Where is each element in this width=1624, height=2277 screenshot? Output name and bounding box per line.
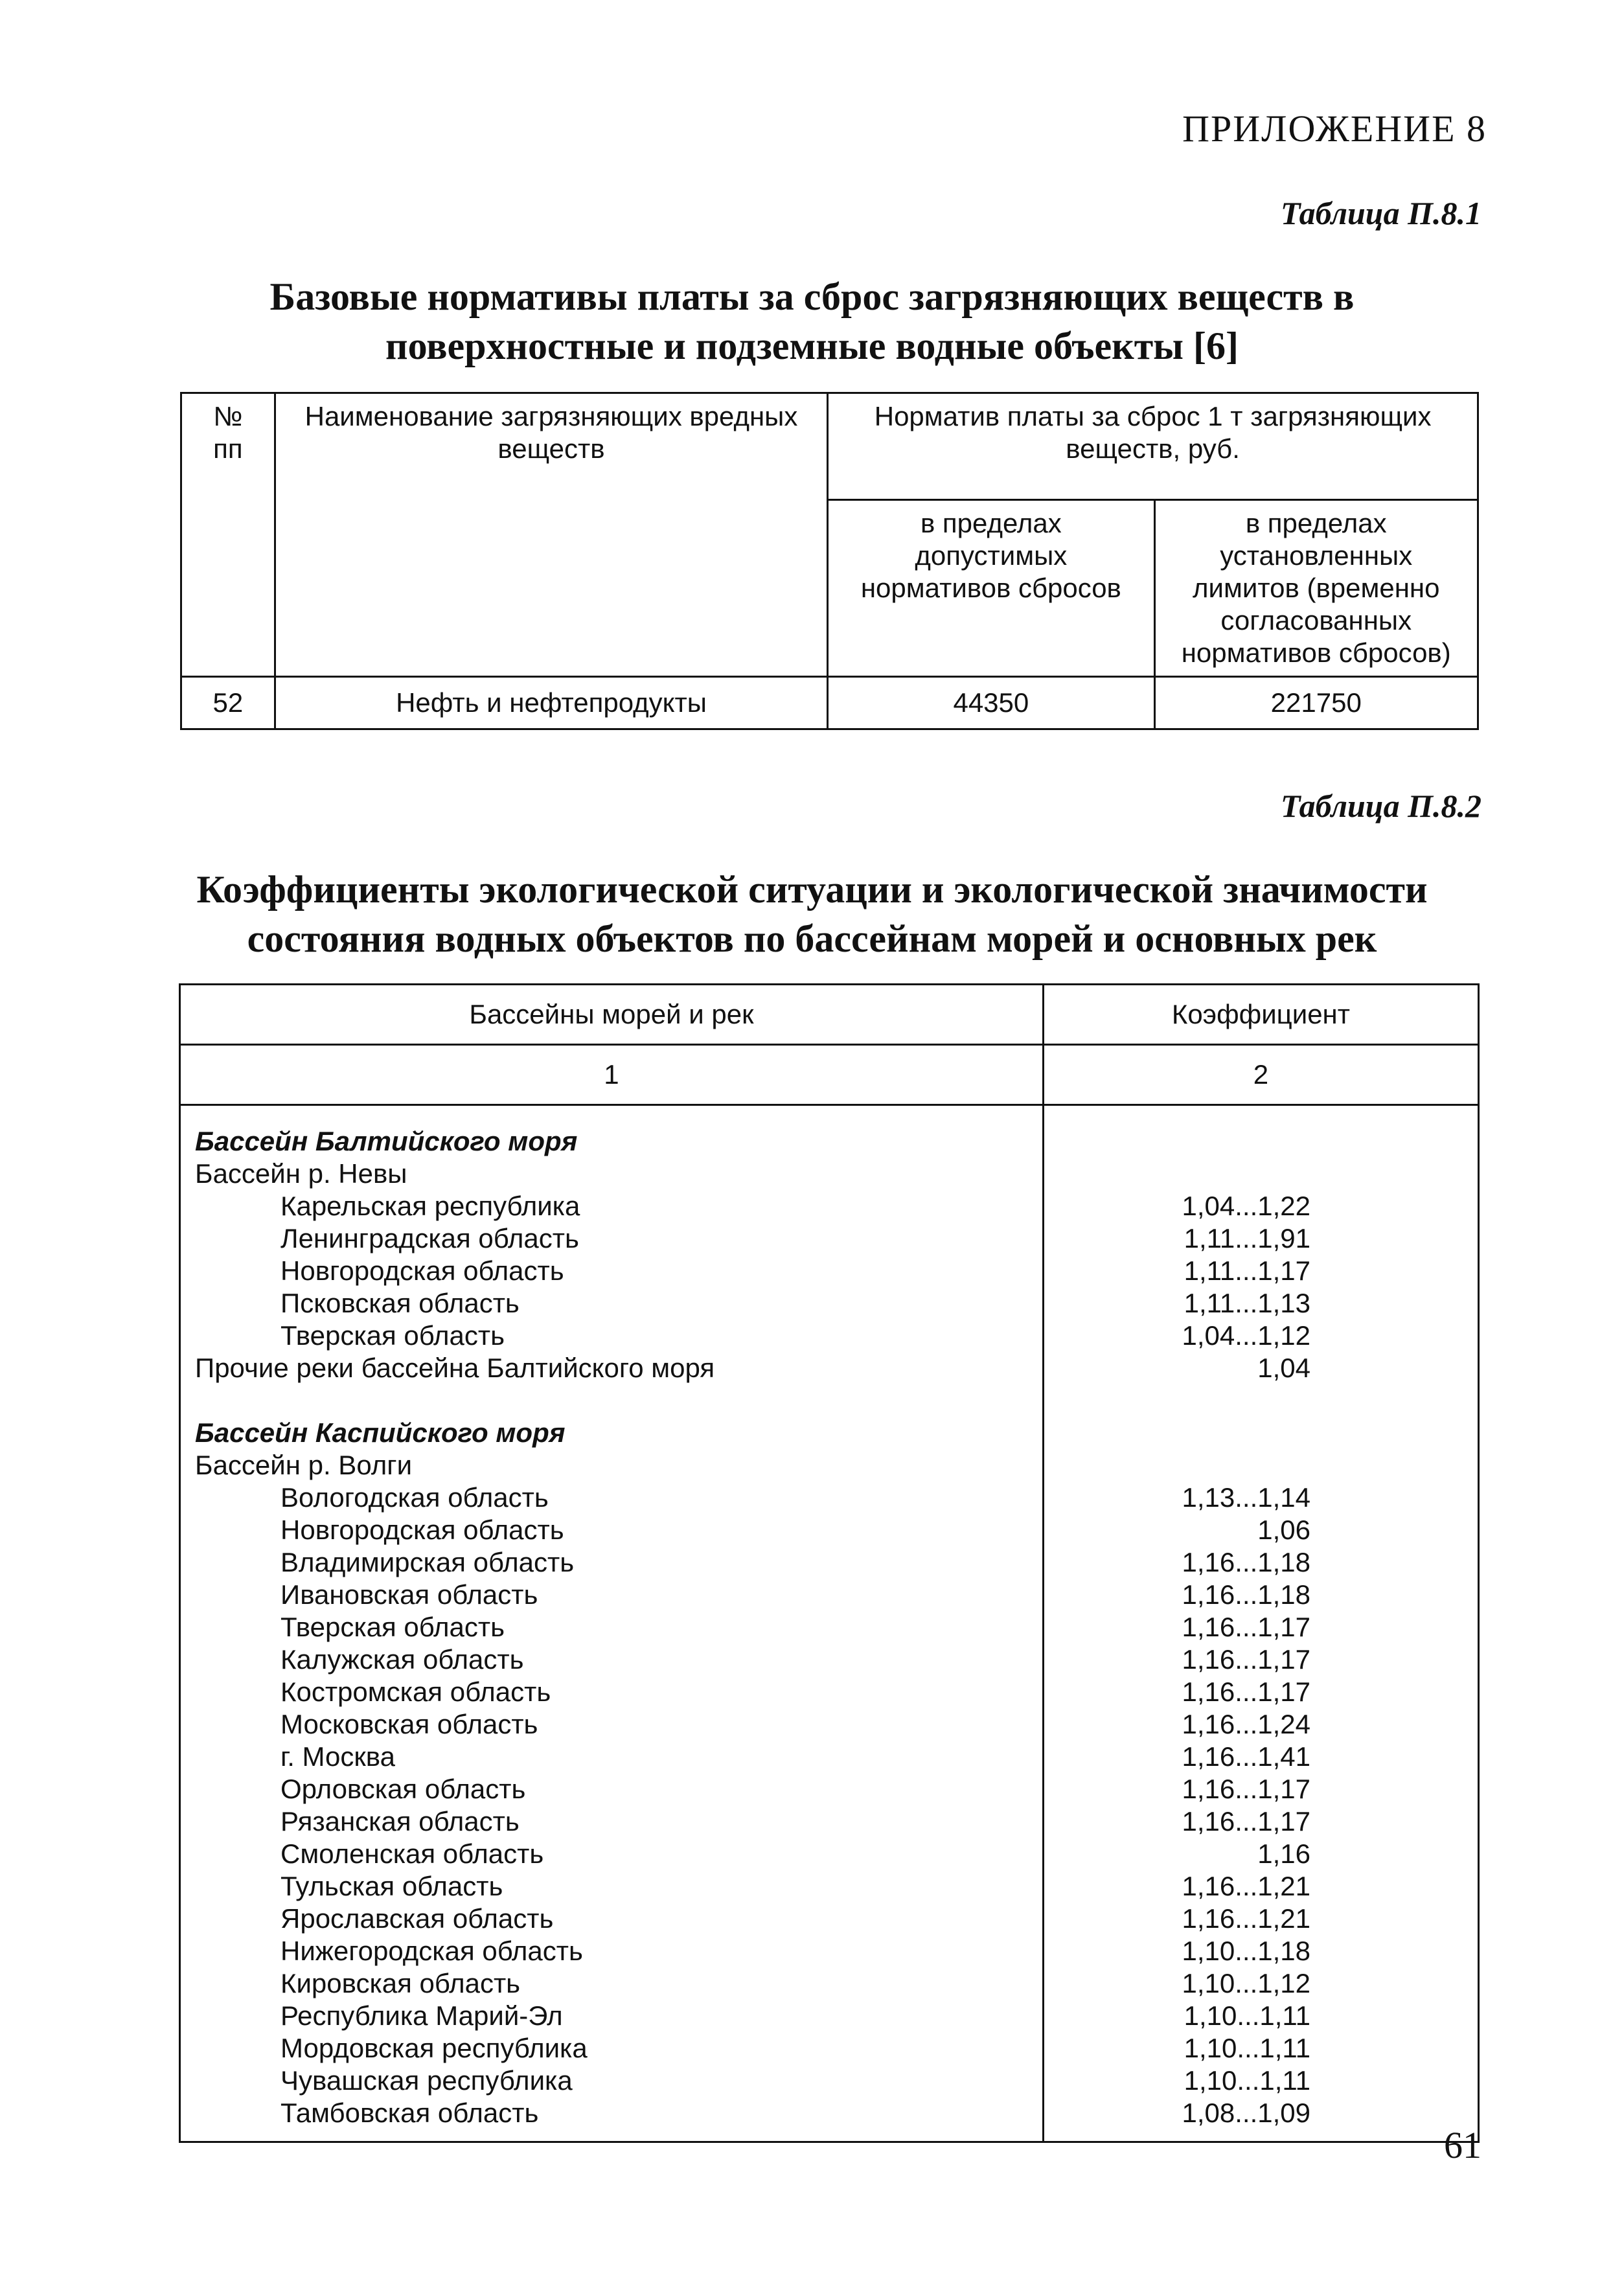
header-text: веществ, руб. [1066, 433, 1240, 464]
coefficient-value: 1,16...1,17 [1182, 1774, 1310, 1804]
region-name: Калужская область [280, 1644, 524, 1675]
header-text: согласованных [1220, 605, 1412, 635]
row-limits-value: 221750 [1154, 677, 1478, 729]
coefficient-value: 1,04 [1257, 1353, 1310, 1383]
header-text: допустимых [915, 540, 1068, 571]
river-name: Бассейн р. Волги [195, 1450, 413, 1480]
region-name: Тверская область [280, 1612, 505, 1642]
spacer [195, 1384, 1042, 1417]
region-name: Тульская область [280, 1871, 503, 1901]
coefficient-value: 1,16 [1257, 1838, 1310, 1869]
region-name: Владимирская область [280, 1547, 575, 1577]
header-text: Норматив платы за сброс 1 т загрязняющих [874, 401, 1432, 431]
region-name: Ленинградская область [280, 1223, 579, 1253]
table1-title [136, 272, 1488, 371]
coefficient-value: 1,04...1,22 [1182, 1191, 1310, 1221]
coefficient-value: 1,16...1,17 [1182, 1612, 1310, 1642]
header-text: веществ [497, 433, 605, 464]
coefficient-value: 1,10...1,11 [1184, 2000, 1310, 2031]
coefficient-value: 1,10...1,12 [1182, 1968, 1310, 1998]
coefficient-value: 1,16...1,18 [1182, 1547, 1310, 1577]
header-text: нормативов сбросов [860, 573, 1121, 603]
region-name: Ярославская область [280, 1903, 554, 1934]
table1-label: Таблица П.8.1 [1280, 195, 1481, 231]
region-name: Костромская область [280, 1676, 551, 1707]
table2-header-coefficient: Коэффициент [1043, 985, 1478, 1045]
region-name: Нижегородская область [280, 1936, 583, 1966]
coefficient-value [1044, 1125, 1478, 1158]
header-text: в пределах [920, 508, 1062, 538]
spacer [1044, 1384, 1478, 1417]
table2-header-basins: Бассейны морей и рек [180, 985, 1044, 1045]
region-name: Псковская область [280, 1288, 520, 1318]
region-name: Смоленская область [280, 1838, 544, 1869]
river-name: Прочие реки бассейна Балтийского моря [195, 1353, 715, 1383]
header-text: установленных [1220, 540, 1413, 571]
region-name: Тверская область [280, 1320, 505, 1351]
coefficient-value: 1,13...1,14 [1182, 1482, 1310, 1513]
table2-title-line: состояния водных объектов по бассейнам морей и основных рек [247, 917, 1377, 960]
coefficient-value [1044, 1417, 1478, 1449]
coefficient-value [1044, 1449, 1478, 1482]
table2-index-col2: 2 [1043, 1045, 1478, 1105]
region-name: Тамбовская область [280, 2098, 539, 2128]
table2 [179, 983, 1480, 2143]
header-text: пп [213, 433, 243, 464]
coefficient-value: 1,16...1,21 [1182, 1903, 1310, 1934]
basin-heading: Бассейн Балтийского моря [195, 1126, 578, 1156]
coefficient-value: 1,11...1,17 [1184, 1255, 1310, 1286]
region-name: Московская область [280, 1709, 538, 1739]
region-name: Карельская республика [280, 1191, 580, 1221]
header-text: лимитов (временно [1193, 573, 1440, 603]
coefficient-value [1044, 1158, 1478, 1190]
table2-label: Таблица П.8.2 [1280, 788, 1481, 824]
region-name: Новгородская область [280, 1515, 564, 1545]
region-name: Рязанская область [280, 1806, 520, 1836]
coefficient-value: 1,16...1,17 [1182, 1644, 1310, 1675]
basin-heading: Бассейн Каспийского моря [195, 1417, 566, 1448]
table1-header-name [275, 393, 827, 677]
table2-values-column [1043, 1105, 1478, 2142]
table2-title-line: Коэффициенты экологической ситуации и экологической значимости [196, 868, 1428, 911]
row-num: 52 [181, 677, 275, 729]
coefficient-value: 1,04...1,12 [1182, 1320, 1310, 1351]
river-name: Бассейн р. Невы [195, 1158, 407, 1189]
coefficient-value: 1,16...1,17 [1182, 1676, 1310, 1707]
region-name: Мордовская республика [280, 2033, 588, 2063]
table1-header-norm [828, 393, 1478, 500]
table2-index-col1: 1 [180, 1045, 1044, 1105]
region-name: Чувашская республика [280, 2065, 573, 2096]
header-text: нормативов сбросов) [1181, 637, 1451, 668]
appendix-heading: ПРИЛОЖЕНИЕ 8 [1182, 108, 1487, 150]
region-name: Новгородская область [280, 1255, 564, 1286]
coefficient-value: 1,08...1,09 [1182, 2098, 1310, 2128]
page-number: 61 [1444, 2124, 1481, 2166]
table1 [180, 392, 1479, 730]
region-name: г. Москва [280, 1741, 395, 1772]
coefficient-value: 1,16...1,21 [1182, 1871, 1310, 1901]
coefficient-value: 1,16...1,17 [1182, 1806, 1310, 1836]
region-name: Республика Марий-Эл [280, 2000, 563, 2031]
table-row [181, 677, 1478, 729]
header-text: Наименование загрязняющих вредных [304, 401, 798, 431]
region-name: Вологодская область [280, 1482, 549, 1513]
table1-title-line: поверхностные и подземные водные объекты [6] [385, 325, 1239, 367]
table2-names-column [180, 1105, 1044, 2142]
table2-title [136, 865, 1488, 963]
header-text: № [213, 401, 243, 431]
region-name: Ивановская область [280, 1579, 538, 1610]
region-name: Орловская область [280, 1774, 526, 1804]
coefficient-value: 1,16...1,24 [1182, 1709, 1310, 1739]
table1-header-num [181, 393, 275, 677]
coefficient-value: 1,10...1,11 [1184, 2033, 1310, 2063]
coefficient-value: 1,06 [1257, 1515, 1310, 1545]
coefficient-value: 1,10...1,11 [1184, 2065, 1310, 2096]
table1-subheader-within [828, 500, 1154, 677]
row-within-value: 44350 [828, 677, 1154, 729]
coefficient-value: 1,10...1,18 [1182, 1936, 1310, 1966]
header-text: в пределах [1245, 508, 1387, 538]
region-name: Кировская область [280, 1968, 521, 1998]
coefficient-value: 1,16...1,41 [1182, 1741, 1310, 1772]
table1-title-line: Базовые нормативы платы за сброс загрязняющих веществ в [269, 275, 1355, 318]
coefficient-value: 1,16...1,18 [1182, 1579, 1310, 1610]
coefficient-value: 1,11...1,13 [1184, 1288, 1310, 1318]
coefficient-value: 1,11...1,91 [1184, 1223, 1310, 1253]
row-substance: Нефть и нефтепродукты [275, 677, 827, 729]
table1-subheader-limits [1154, 500, 1478, 677]
